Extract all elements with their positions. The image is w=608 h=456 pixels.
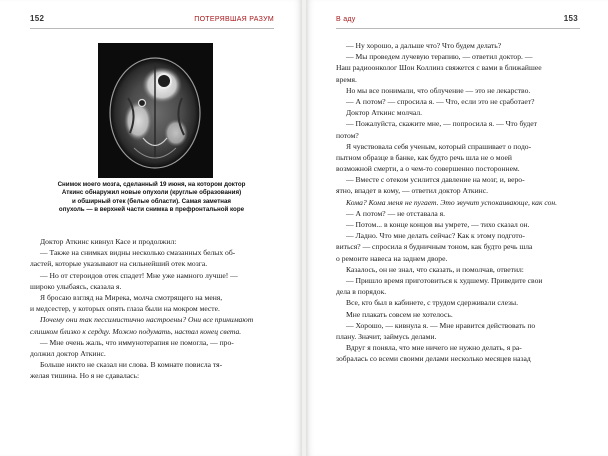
text-line: дела в порядок. [336,287,387,297]
text-line: возможной смерти, а о чем-то совершенно постороннем. [336,164,520,174]
running-title-right: В аду [336,16,356,23]
caption-line: опухоль — в верхней части снимка в префронтальной коре [58,205,245,213]
running-title-left: ПОТЕРЯВШАЯ РАЗУМ [194,16,274,23]
left-body-text [30,236,274,381]
text-line: зобралась со всеми своими делами несколько месяцев назад [336,354,531,364]
text-line: Я чувствовала себя ученым, который спрашивает о подо- [346,141,532,151]
figure-caption [52,181,251,214]
text-line: — Ладно. Что мне делать сейчас? Как к этому подгото- [346,231,525,241]
right-page [306,0,608,456]
text-line: о ремонте навеса на заднем дворе. [336,253,448,263]
text-line: — Мы проведем лучевую терапию, — ответил доктор. — [346,52,533,62]
text-line: — Вместе с отеком усилится давление на мозг, и, веро- [346,175,525,185]
header-rule-right [336,28,580,29]
text-line: — Потом... в конце концов вы умрете, — тихо сказал он. [346,220,530,229]
text-line: Наш радиоонколог Шон Коллинз свяжется с вами в ближайшее [336,63,542,73]
text-line: Я бросаю взгляд на Мирека, молча смотрящего на меня, [40,292,223,302]
text-line: должил доктор Аткинс. [30,348,106,358]
text-line: Казалось, он не знал, что сказать, и помолчав, ответил: [346,264,524,274]
page-number-left: 152 [30,14,45,23]
text-line: потом? [336,130,359,140]
left-page [0,0,302,456]
text-line: пытном образце в банке, как будто речь шла не о моей [336,152,512,162]
text-line: — Пришло время приготовиться к худшему. Приведите свои [346,275,543,285]
header-rule-left [30,28,274,29]
text-line: — Пожалуйста, скажите мне, — попросила я. — Что будет [346,119,537,129]
text-line: Доктор Аткинс молчал. [346,108,423,118]
text-line: — Мне очень жаль, что иммунотерапия не помогла, — про- [40,337,234,347]
text-line: Доктор Аткинс кивнул Касе и продолжил: [40,237,177,246]
text-line: время. [336,74,357,84]
mri-image [98,43,213,178]
text-line: виться? — спросила я будничным тоном, как будто речь шла [336,242,533,252]
text-line: — А потом? — спросила я. — Что, если это не сработает? [346,96,535,106]
text-line: Вдруг я поняла, что мне ничего не нужно делать, я ра- [346,343,522,353]
text-line: желая тишина. Но я не сдавалась: [30,371,140,381]
text-line: Все, кто был в кабинете, с трудом сдерживали слезы. [346,298,519,308]
caption-line: и обширный отек (белые области). Самая заметная [71,197,232,205]
right-body-text [336,40,580,364]
text-line: — Хорошо, — кивнула я. — Мне нравится действовать по [346,320,536,330]
caption-line: Аткинс обнаружил новые опухоли (круглые образования) [61,189,242,197]
text-line: ластей, которые указывают на сильнейший отек мозга. [30,259,208,269]
text-line: Кома? Кома меня не пугает. Это звучит успокаивающе, как сон. [346,197,558,207]
text-line: широко улыбаясь, сказала я. [30,281,122,291]
text-line: Почему они так пессимистично настроены? Они все принимают [40,315,254,325]
text-line: Больше никто не сказал ни слова. В комнате повисла тя- [40,360,223,370]
text-line: ятно, впадет в кому, — ответил доктор Аткинс. [336,186,488,196]
text-line: и медсестер, у которых опять глаза были на мокром месте. [30,304,220,314]
text-line: — Также на снимках видны несколько смазанных белых об- [40,248,236,258]
text-line: — Ну хорошо, а дальше что? Что будем делать? [346,41,502,50]
page-number-right: 153 [563,14,578,23]
mri-brain-scan-icon [98,43,213,178]
text-line: Но мы все понимали, что облучение — это не лекарство. [346,85,531,95]
text-line: слишком близко к сердцу. Можно подумать, настал конец света. [30,326,242,336]
text-line: — А потом? — не отставала я. [346,208,446,218]
caption-line: Снимок моего мозга, сделанный 19 июня, на котором доктор [57,181,246,188]
text-line: — Но от стероидов отек спадет! Мне уже намного лучше! — [40,270,238,280]
text-line: Мне плакать совсем не хотелось. [346,309,453,319]
text-line: плану. Значит, займусь делами. [336,331,437,341]
